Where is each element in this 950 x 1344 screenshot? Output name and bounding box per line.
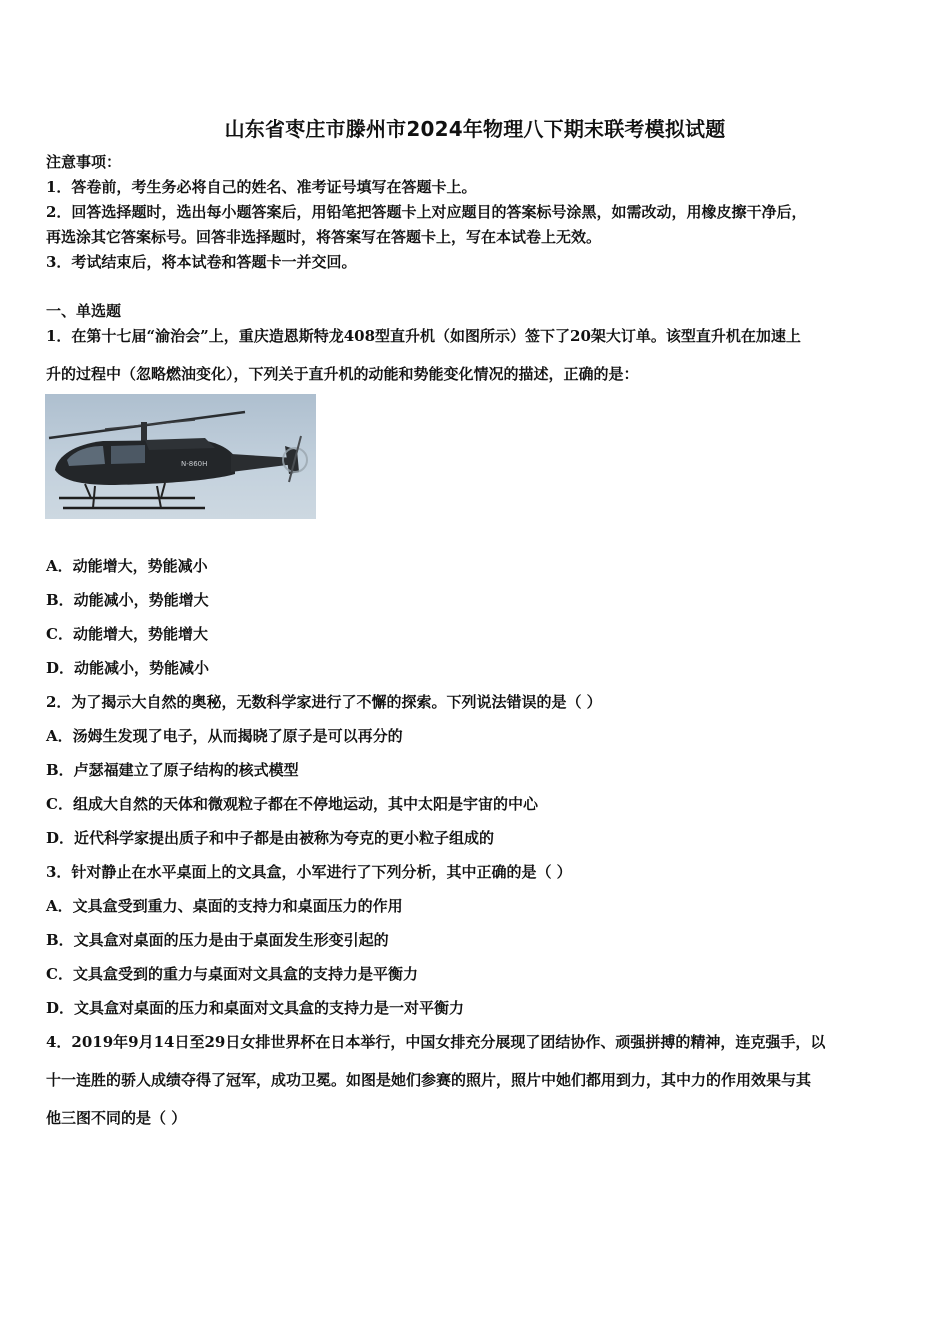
- question-4-stem-line: 4．2019年9月14日至29日女排世界杯在日本举行，中国女排充分展现了团结协作、顽强拼搏的精神，连克强手，以: [46, 1033, 826, 1051]
- question-1-option-c: C．动能增大，势能增大: [46, 625, 208, 643]
- question-1-stem-line: 1．在第十七届“渝治会”上，重庆造恩斯特龙408型直升机（如图所示）签下了20架大订单。该型直升机在加速上: [46, 327, 801, 345]
- helicopter-figure: [45, 394, 316, 519]
- helicopter-registration: N-860H: [181, 460, 208, 468]
- question-3-option-c: C．文具盒受到的重力与桌面对文具盒的支持力是平衡力: [46, 965, 418, 983]
- question-2-option-d: D．近代科学家提出质子和中子都是由被称为夸克的更小粒子组成的: [46, 829, 495, 847]
- question-1-option-b: B．动能减小，势能增大: [46, 591, 209, 609]
- question-4-stem-line: 他三图不同的是（ ）: [46, 1109, 187, 1127]
- notice-item: 3．考试结束后，将本试卷和答题卡一并交回。: [46, 253, 357, 271]
- question-2-option-c: C．组成大自然的天体和微观粒子都在不停地运动，其中太阳是宇宙的中心: [46, 795, 538, 813]
- question-1-option-a: A．动能增大，势能减小: [46, 557, 208, 575]
- notice-item: 1．答卷前，考生务必将自己的姓名、准考证号填写在答题卡上。: [46, 178, 477, 196]
- document-title: 山东省枣庄市滕州市2024年物理八下期末联考模拟试题: [224, 117, 726, 141]
- question-2-option-b: B．卢瑟福建立了原子结构的核式模型: [46, 761, 299, 779]
- notice-item: 2．回答选择题时，选出每小题答案后，用铅笔把答题卡上对应题目的答案标号涂黑，如需改动，用橡皮擦干净后，: [46, 203, 807, 221]
- section-heading: 一、单选题: [46, 302, 122, 320]
- question-4-stem-line: 十一连胜的骄人成绩夺得了冠军，成功卫冕。如图是她们参赛的照片，照片中她们都用到力，其中力的作用效果与其: [46, 1071, 812, 1089]
- notice-heading: 注意事项：: [46, 153, 122, 171]
- question-3-option-a: A．文具盒受到重力、桌面的支持力和桌面压力的作用: [46, 897, 403, 915]
- question-2-option-a: A．汤姆生发现了电子，从而揭晓了原子是可以再分的: [46, 727, 403, 745]
- question-3-option-d: D．文具盒对桌面的压力和桌面对文具盒的支持力是一对平衡力: [46, 999, 465, 1017]
- question-3-option-b: B．文具盒对桌面的压力是由于桌面发生形变引起的: [46, 931, 389, 949]
- question-1-option-d: D．动能减小，势能减小: [46, 659, 210, 677]
- question-1-stem-line: 升的过程中（忽略燃油变化），下列关于直升机的动能和势能变化情况的描述，正确的是：: [46, 365, 639, 383]
- question-2-stem: 2．为了揭示大自然的奥秘，无数科学家进行了不懈的探索。下列说法错误的是（ ）: [46, 693, 602, 711]
- question-3-stem: 3．针对静止在水平桌面上的文具盒，小军进行了下列分析，其中正确的是（ ）: [46, 863, 572, 881]
- notice-item: 再选涂其它答案标号。回答非选择题时，将答案写在答题卡上，写在本试卷上无效。: [46, 228, 602, 246]
